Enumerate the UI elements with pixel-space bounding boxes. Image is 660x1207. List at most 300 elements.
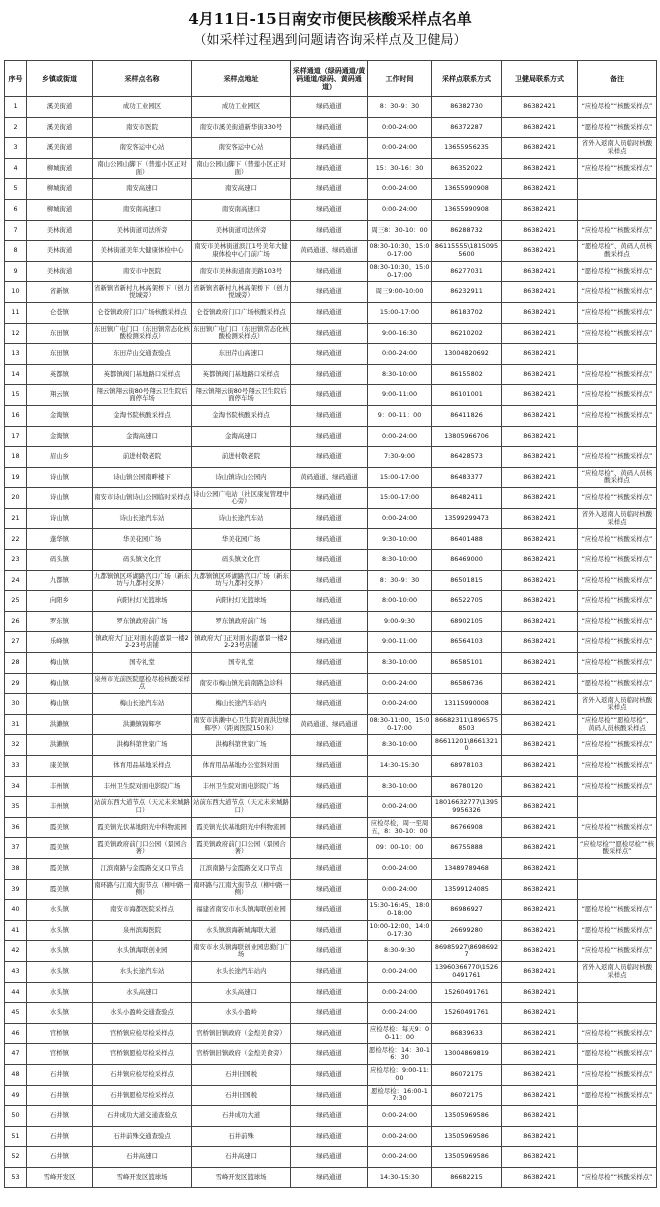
table-cell: 水头镇: [27, 1003, 93, 1024]
table-cell: 溪美街道: [27, 117, 93, 138]
table-cell: “应检尽检”“核酸采样点”: [578, 447, 657, 468]
table-row: [5, 158, 657, 179]
table-cell: 86682215: [432, 1167, 502, 1188]
table-cell: 45: [5, 1003, 27, 1024]
table-cell: 86382421: [502, 1106, 578, 1127]
table-cell: 13115990008: [432, 694, 502, 715]
table-cell: 86382421: [502, 426, 578, 447]
table-cell: “应检尽检”“核酸采样点”: [578, 529, 657, 550]
table-cell: 霞美镇: [27, 858, 93, 879]
table-row: [5, 550, 657, 571]
table-row: [5, 241, 657, 262]
table-cell: 86382421: [502, 364, 578, 385]
table-cell: 体育用品基地采样点: [93, 756, 192, 777]
table-cell: 省外入返南人员临时核酸采样点: [578, 694, 657, 715]
table-cell: 86352022: [432, 158, 502, 179]
table-cell: 86382421: [502, 838, 578, 859]
table-cell: 绿码通道: [291, 199, 368, 220]
table-cell: 13805966706: [432, 426, 502, 447]
table-cell: 丰州卫生院对面电影院广场: [192, 776, 291, 797]
table-cell: 水头镇: [27, 941, 93, 962]
table-row: [5, 508, 657, 529]
table-cell: 86382421: [502, 97, 578, 118]
table-row: [5, 920, 657, 941]
table-cell: “应检尽检”“核酸采样点”: [578, 405, 657, 426]
table-cell: 绿码通道: [291, 117, 368, 138]
table-cell: 10: [5, 282, 27, 303]
table-cell: 绿码通道: [291, 1064, 368, 1085]
table-cell: 南安市水头镇海联创业园忠勤门广场: [192, 941, 291, 962]
table-cell: 九都镇镇区环湖路宫口广场（新东坊与九都村交界）: [93, 570, 192, 591]
table-cell: 绿码通道: [291, 900, 368, 921]
table-cell: 86277031: [432, 261, 502, 282]
table-cell: 诗山长途汽车站: [192, 508, 291, 529]
table-cell: [578, 1003, 657, 1024]
table-cell: 翔云镇翔云街80号翔云卫生院后面停车场: [93, 385, 192, 406]
table-cell: [578, 1147, 657, 1168]
table-cell: 南安市美林街道南美路103号: [192, 261, 291, 282]
table-cell: 50: [5, 1106, 27, 1127]
table-cell: 官桥镇旧镇政府（金煌美食旁）: [192, 1044, 291, 1065]
table-cell: 13960366770\15260491761: [432, 961, 502, 982]
table-cell: 水头镇: [27, 900, 93, 921]
table-cell: 南安市海都医院采样点: [93, 900, 192, 921]
table-cell: 绿码通道: [291, 405, 368, 426]
table-cell: 南安市美林街道滨江1号美年大健康体检中心门前广场: [192, 241, 291, 262]
table-row: [5, 879, 657, 900]
table-cell: 站前东西大道节点（天元未来城路口）: [192, 797, 291, 818]
table-cell: 向阳村灯光篮球场: [192, 591, 291, 612]
table-cell: 仑苍镇: [27, 302, 93, 323]
table-cell: “应检尽检”“核酸采样点”: [578, 302, 657, 323]
table-row: [5, 611, 657, 632]
table-row: [5, 694, 657, 715]
table-cell: “应检尽检”“核酸采样点”: [578, 817, 657, 838]
table-cell: 绿码通道: [291, 961, 368, 982]
table-cell: 14:30-15:30: [368, 756, 432, 777]
table-cell: 省新镇省新村九林高架桥下（创力悦城旁）: [192, 282, 291, 303]
table-cell: [578, 982, 657, 1003]
table-cell: 仑苍镇政府门口广场核酸采样点: [93, 302, 192, 323]
table-cell: 15:00-17:00: [368, 302, 432, 323]
table-cell: “愿检尽检”“核酸采样点”: [578, 900, 657, 921]
table-cell: 86382421: [502, 1147, 578, 1168]
table-cell: 86232911: [432, 282, 502, 303]
table-cell: 12: [5, 323, 27, 344]
table-cell: 向阳村灯光篮球场: [93, 591, 192, 612]
table-cell: 37: [5, 838, 27, 859]
table-cell: 48: [5, 1064, 27, 1085]
table-cell: “应检尽检”“核酸采样点”: [578, 364, 657, 385]
table-cell: 15:00-17:00: [368, 467, 432, 488]
table-cell: 金淘镇: [27, 405, 93, 426]
table-cell: [578, 797, 657, 818]
table-cell: 绿码通道: [291, 508, 368, 529]
table-cell: 33: [5, 756, 27, 777]
table-cell: 86501815: [432, 570, 502, 591]
table-cell: 南安高速口: [192, 179, 291, 200]
table-cell: 乐峰镇: [27, 632, 93, 653]
table-row: [5, 838, 657, 859]
table-cell: 8:30-10:00: [368, 364, 432, 385]
table-cell: 梅山长途汽车站: [93, 694, 192, 715]
table-cell: 东田镇: [27, 344, 93, 365]
table-cell: 应检尽检：9:00-11:00: [368, 1064, 432, 1085]
table-cell: 2: [5, 117, 27, 138]
table-cell: 86382421: [502, 405, 578, 426]
table-cell: 0:00-24:00: [368, 117, 432, 138]
table-cell: 石井前殊交通查验点: [93, 1126, 192, 1147]
table-cell: 86382421: [502, 488, 578, 509]
table-cell: 86482411: [432, 488, 502, 509]
table-cell: 86183702: [432, 302, 502, 323]
table-cell: 霞美镇: [27, 879, 93, 900]
table-cell: 22: [5, 529, 27, 550]
table-cell: [578, 858, 657, 879]
table-cell: 东田芹山高速口: [192, 344, 291, 365]
table-cell: 南安市洪濑中心卫生院对面洪边绿辉亭）（距离医院150米）: [192, 714, 291, 735]
table-cell: “应检尽检”“愿检尽检”、黄码人员核酸采样点: [578, 714, 657, 735]
table-cell: 86382421: [502, 467, 578, 488]
table-cell: 水头高速口: [192, 982, 291, 1003]
table-cell: 绿码通道: [291, 982, 368, 1003]
table-cell: 柳城街道: [27, 199, 93, 220]
table-cell: 绿码通道: [291, 529, 368, 550]
table-row: [5, 467, 657, 488]
table-cell: 86072175: [432, 1064, 502, 1085]
table-cell: 向阳乡: [27, 591, 93, 612]
table-cell: 英都镇阀门基地路口采样点: [93, 364, 192, 385]
table-cell: 86382421: [502, 241, 578, 262]
table-cell: 13655990908: [432, 179, 502, 200]
table-cell: 23: [5, 550, 27, 571]
table-cell: 石井镇: [27, 1085, 93, 1106]
table-cell: 黄码通道、绿码通道: [291, 467, 368, 488]
table-cell: 49: [5, 1085, 27, 1106]
table-cell: 梅山镇: [27, 694, 93, 715]
table-cell: 美林街道美年大健康体检中心: [93, 241, 192, 262]
table-cell: 86382421: [502, 158, 578, 179]
table-cell: 86780120: [432, 776, 502, 797]
table-cell: 愿检尽检：16:00-17:30: [368, 1085, 432, 1106]
table-cell: 南安客运中心站: [93, 138, 192, 159]
table-cell: 洪濑镇锦辉亭: [93, 714, 192, 735]
column-header: 乡镇或街道: [27, 61, 93, 97]
table-cell: 8:30-10:00: [368, 653, 432, 674]
table-cell: 绿码通道: [291, 426, 368, 447]
table-cell: 0:00-24:00: [368, 797, 432, 818]
table-cell: 官桥镇愿检尽检采样点: [93, 1044, 192, 1065]
table-cell: 86382421: [502, 879, 578, 900]
table-cell: 20: [5, 488, 27, 509]
table-cell: 11: [5, 302, 27, 323]
table-cell: 86155802: [432, 364, 502, 385]
table-cell: 8：30-9：30: [368, 570, 432, 591]
table-cell: 86382421: [502, 385, 578, 406]
table-cell: 绿码通道: [291, 611, 368, 632]
table-cell: 86611201\86613210: [432, 735, 502, 756]
table-cell: 86382421: [502, 982, 578, 1003]
table-cell: 86469000: [432, 550, 502, 571]
table-cell: 东田镇广电门口（东田镇常态化核酸检测采样点）: [192, 323, 291, 344]
table-cell: 雪峰开发区: [27, 1167, 93, 1188]
table-cell: “应检尽检”“核酸采样点”: [578, 591, 657, 612]
page-subtitle: （如采样过程遇到问题请咨询采样点及卫健局）: [193, 33, 467, 48]
table-cell: 泉州市光前医院愿检尽检核酸采样点: [93, 673, 192, 694]
column-header: 工作时间: [368, 61, 432, 97]
table-cell: 绿码通道: [291, 447, 368, 468]
table-cell: “应检尽检”“核酸采样点”: [578, 941, 657, 962]
table-row: [5, 1085, 657, 1106]
table-cell: 24: [5, 570, 27, 591]
table-cell: “应检尽检”“核酸采样点”: [578, 158, 657, 179]
table-cell: 14: [5, 364, 27, 385]
table-cell: 0:00-24:00: [368, 1106, 432, 1127]
table-cell: 霞美镇: [27, 817, 93, 838]
table-row: [5, 199, 657, 220]
table-row: [5, 1044, 657, 1065]
table-cell: 石井旧国税: [192, 1085, 291, 1106]
table-cell: 美林街道司法所旁: [93, 220, 192, 241]
table-cell: 86382421: [502, 179, 578, 200]
table-cell: 镇政府大门正对面水韵嘉景一楼22-23号店铺: [192, 632, 291, 653]
table-cell: 8:00-10:00: [368, 591, 432, 612]
table-cell: 南安市梅山镇光前南路急诊科: [192, 673, 291, 694]
table-cell: 14:30-15:30: [368, 1167, 432, 1188]
table-cell: 成功工业园区: [192, 97, 291, 118]
table-cell: 水头小盈岭交通查验点: [93, 1003, 192, 1024]
table-cell: 应检尽检：每天9：00-11：00: [368, 1023, 432, 1044]
table-cell: 蓬华镇: [27, 529, 93, 550]
table-row: [5, 447, 657, 468]
table-cell: 绿码通道: [291, 694, 368, 715]
table-cell: “愿检尽检”“核酸采样点”: [578, 920, 657, 941]
table-cell: 9:00-9:30: [368, 611, 432, 632]
table-cell: 绿码通道: [291, 364, 368, 385]
table-cell: 石井成功大道: [192, 1106, 291, 1127]
table-cell: 英都镇: [27, 364, 93, 385]
table-cell: 0:00-24:00: [368, 179, 432, 200]
table-cell: 51: [5, 1126, 27, 1147]
table-row: [5, 653, 657, 674]
table-header-row: [5, 61, 657, 97]
table-cell: 86382421: [502, 673, 578, 694]
table-cell: 南安客运中心站: [192, 138, 291, 159]
table-cell: 08:30-11:00、15:00-17:00: [368, 714, 432, 735]
table-cell: 绿码通道: [291, 1147, 368, 1168]
table-cell: 86382421: [502, 282, 578, 303]
table-cell: 7:30-9:00: [368, 447, 432, 468]
table-cell: 9:00-11:00: [368, 385, 432, 406]
table-cell: 0:00-24:00: [368, 673, 432, 694]
table-cell: “应检尽检”“核酸采样点”: [578, 97, 657, 118]
table-cell: 27: [5, 632, 27, 653]
table-cell: 翔云镇: [27, 385, 93, 406]
table-cell: “愿检尽检”“核酸采样点”: [578, 261, 657, 282]
table-cell: 31: [5, 714, 27, 735]
table-cell: 美林街道: [27, 220, 93, 241]
table-cell: “应检尽检”“核酸采样点”: [578, 550, 657, 571]
table-row: [5, 529, 657, 550]
table-cell: “应检尽检”“核酸采样点”: [578, 220, 657, 241]
table-cell: 美林街道: [27, 241, 93, 262]
table-cell: 86382421: [502, 694, 578, 715]
table-cell: 霞美镇政府前门口公园（景园合著）: [192, 838, 291, 859]
table-cell: 86382421: [502, 653, 578, 674]
table-cell: 86382421: [502, 632, 578, 653]
table-cell: 丰州卫生院对面电影院广场: [93, 776, 192, 797]
table-cell: 13655990908: [432, 199, 502, 220]
table-cell: 86382421: [502, 591, 578, 612]
table-row: [5, 364, 657, 385]
table-cell: 省新镇省新村九林高架桥下（创力悦城旁）: [93, 282, 192, 303]
table-cell: 站前东西大道节点（天元未来城路口）: [93, 797, 192, 818]
table-cell: 18: [5, 447, 27, 468]
table-cell: 愿检尽检：14：30-16：30: [368, 1044, 432, 1065]
table-cell: 86382421: [502, 261, 578, 282]
table-cell: 86072175: [432, 1085, 502, 1106]
table-row: [5, 900, 657, 921]
table-cell: 绿码通道: [291, 858, 368, 879]
table-cell: 雪峰开发区篮球场: [93, 1167, 192, 1188]
table-cell: 石井高速口: [93, 1147, 192, 1168]
table-cell: 水头镇海联创业园: [93, 941, 192, 962]
table-cell: 15：30-16：30: [368, 158, 432, 179]
table-cell: 绿码通道: [291, 776, 368, 797]
table-cell: 诗山镇: [27, 508, 93, 529]
table-cell: 罗东镇政府前广场: [93, 611, 192, 632]
table-cell: 13599124085: [432, 879, 502, 900]
table-cell: 09：00-10：00: [368, 838, 432, 859]
table-cell: 绿码通道: [291, 488, 368, 509]
table-cell: 石井镇: [27, 1147, 93, 1168]
table-row: [5, 1126, 657, 1147]
table-cell: “应检尽检”“核酸采样点”: [578, 632, 657, 653]
table-cell: 镇政府大门正对面水韵嘉景一楼22-23号店铺: [93, 632, 192, 653]
table-cell: 86382421: [502, 550, 578, 571]
table-cell: 南安市诗山镇诗山公园临时采样点: [93, 488, 192, 509]
table-cell: 86210202: [432, 323, 502, 344]
table-cell: 国专礼堂: [192, 653, 291, 674]
table-cell: 溪美街道: [27, 97, 93, 118]
table-row: [5, 1003, 657, 1024]
table-cell: 石井镇愿检尽检采样点: [93, 1085, 192, 1106]
table-cell: 0:00-24:00: [368, 694, 432, 715]
table-cell: 40: [5, 900, 27, 921]
table-cell: 南安市溪美街道新华街330号: [192, 117, 291, 138]
table-cell: 35: [5, 797, 27, 818]
table-cell: 绿码通道: [291, 1003, 368, 1024]
table-cell: 42: [5, 941, 27, 962]
table-cell: 泉州滨海医院: [93, 920, 192, 941]
table-cell: 13655956235: [432, 138, 502, 159]
table-cell: 39: [5, 879, 27, 900]
table-cell: 绿码通道: [291, 385, 368, 406]
table-cell: 美林街道: [27, 261, 93, 282]
table-cell: 86382421: [502, 138, 578, 159]
table-cell: 86382421: [502, 1044, 578, 1065]
table-row: [5, 344, 657, 365]
table-cell: “应检尽检”“核酸采样点”: [578, 1023, 657, 1044]
table-cell: 86382421: [502, 1003, 578, 1024]
table-cell: 官桥镇应检尽检采样点: [93, 1023, 192, 1044]
table-cell: 17: [5, 426, 27, 447]
table-cell: 15: [5, 385, 27, 406]
table-cell: 码头镇文化宫: [192, 550, 291, 571]
table-cell: 86586736: [432, 673, 502, 694]
table-cell: 0:00-24:00: [368, 426, 432, 447]
table-cell: 水头长途汽车站: [93, 961, 192, 982]
table-cell: 前进村敬老院: [192, 447, 291, 468]
table-row: [5, 941, 657, 962]
table-row: [5, 673, 657, 694]
table-cell: 绿码通道: [291, 632, 368, 653]
table-cell: 1: [5, 97, 27, 118]
table-cell: [578, 344, 657, 365]
table-cell: 08:30-10:30、15:00-17:00: [368, 241, 432, 262]
column-header: 备注: [578, 61, 657, 97]
table-cell: 金淘高速口: [93, 426, 192, 447]
table-cell: 7: [5, 220, 27, 241]
table-cell: 黄码通道、绿码通道: [291, 714, 368, 735]
table-cell: 金淘高速口: [192, 426, 291, 447]
table-cell: 86382421: [502, 1085, 578, 1106]
table-cell: 36: [5, 817, 27, 838]
table-cell: “应检尽检”“核酸采样点”: [578, 756, 657, 777]
table-cell: 黄码通道、绿码通道: [291, 241, 368, 262]
table-cell: 华美花园广场: [93, 529, 192, 550]
table-cell: “应检尽检”“核酸采样点”: [578, 735, 657, 756]
table-cell: 28: [5, 653, 27, 674]
column-header: 序号: [5, 61, 27, 97]
table-row: [5, 117, 657, 138]
table-cell: 86401488: [432, 529, 502, 550]
table-cell: 华美花园广场: [192, 529, 291, 550]
table-cell: 86382421: [502, 735, 578, 756]
table-cell: 绿码通道: [291, 941, 368, 962]
table-row: [5, 735, 657, 756]
table-cell: 诗山公园广电站（社区康复管理中心旁）: [192, 488, 291, 509]
table-cell: 41: [5, 920, 27, 941]
table-cell: 码头镇: [27, 550, 93, 571]
column-header: 采样点名称: [93, 61, 192, 97]
table-cell: 86382421: [502, 1023, 578, 1044]
table-cell: 86372287: [432, 117, 502, 138]
table-cell: 水头镇: [27, 982, 93, 1003]
table-row: [5, 97, 657, 118]
table-cell: 福建省南安市水头镇海联创业园: [192, 900, 291, 921]
table-cell: 8:30-9:30: [368, 941, 432, 962]
table-cell: 洪濑镇: [27, 714, 93, 735]
table-cell: 32: [5, 735, 27, 756]
table-cell: 柳城街道: [27, 179, 93, 200]
table-cell: 86382421: [502, 199, 578, 220]
table-cell: 绿码通道: [291, 1085, 368, 1106]
table-cell: 68978103: [432, 756, 502, 777]
table-cell: 0:00-24:00: [368, 199, 432, 220]
table-cell: 官桥镇旧镇政府（金煌美食旁）: [192, 1023, 291, 1044]
table-row: [5, 1147, 657, 1168]
table-cell: 江滨南路与金霞路交叉口节点: [93, 858, 192, 879]
table-cell: 08:30-10:30、15:00-17:00: [368, 261, 432, 282]
table-cell: 13505969586: [432, 1147, 502, 1168]
table-cell: 86986927: [432, 900, 502, 921]
table-cell: 9:00-16:30: [368, 323, 432, 344]
table-row: [5, 426, 657, 447]
table-cell: 省新镇: [27, 282, 93, 303]
table-row: [5, 961, 657, 982]
table-cell: 美林街道司法所旁: [192, 220, 291, 241]
